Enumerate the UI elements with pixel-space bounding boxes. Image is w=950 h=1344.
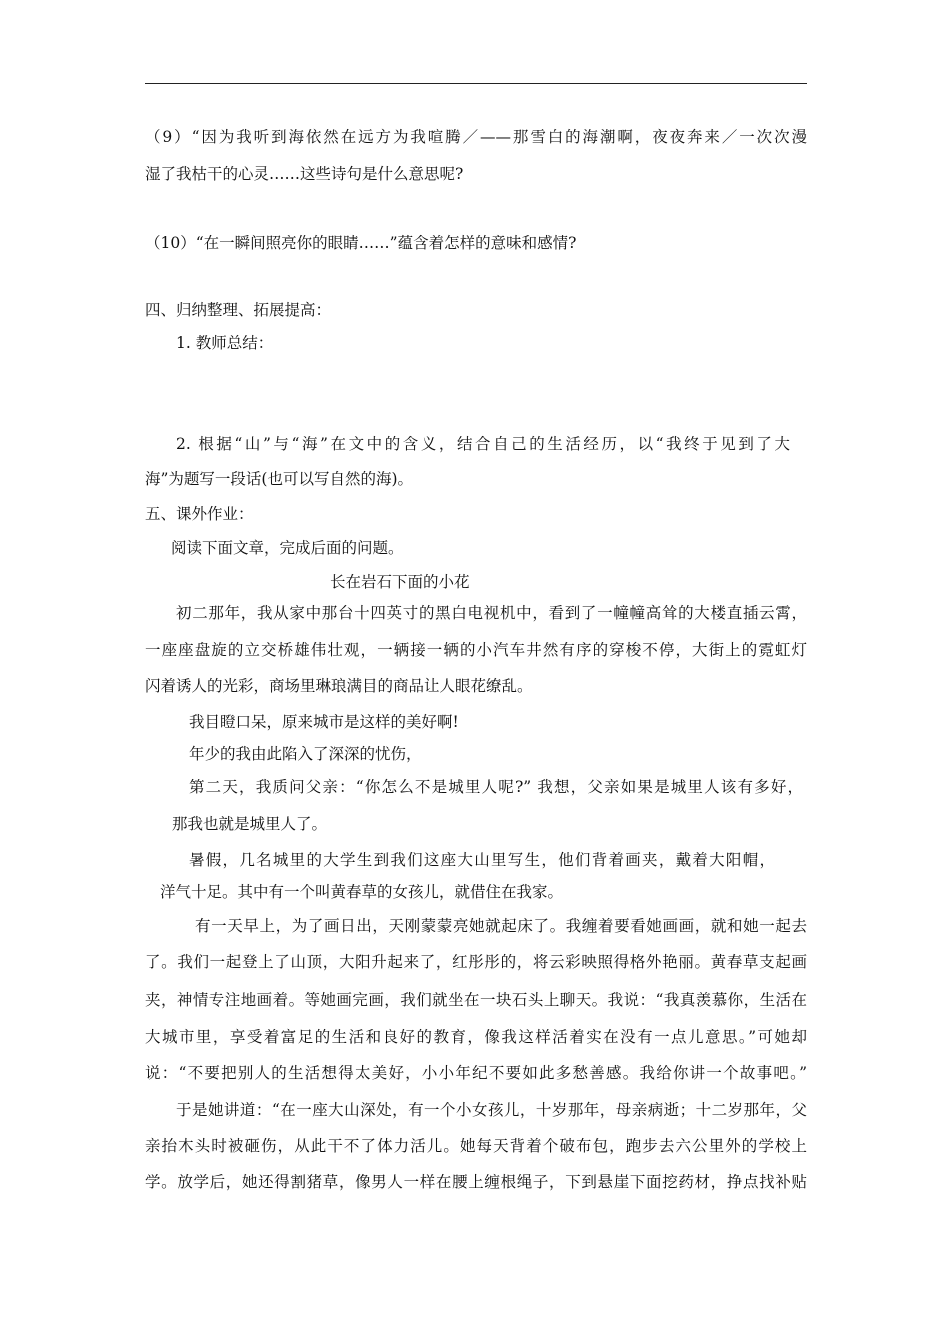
q10-text: （10）“在一瞬间照亮你的眼睛……”蕴含着怎样的意味和感情? <box>145 234 577 252</box>
article-title: 长在岩石下面的小花 <box>330 573 470 591</box>
article-p5-line-1: 暑假，几名城里的大学生到我们这座大山里写生，他们背着画夹，戴着大阳帽， <box>189 851 775 869</box>
article-p4-line-1: 第二天，我质问父亲：“你怎么不是城里人呢?” 我想，父亲如果是城里人该有多好， <box>189 778 803 796</box>
article-p6-line-5: 说：“不要把别人的生活想得太美好，小小年纪不要如此多愁善感。我给你讲一个故事吧。” <box>145 1064 807 1082</box>
section-5-intro: 阅读下面文章，完成后面的问题。 <box>171 539 404 557</box>
article-p6-line-1: 有一天早上，为了画日出，天刚蒙蒙亮她就起床了。我缠着要看她画画，就和她一起去 <box>195 917 807 935</box>
article-p2: 我目瞪口呆，原来城市是这样的美好啊! <box>189 713 459 731</box>
q9-line-2: 湿了我枯干的心灵……这些诗句是什么意思呢? <box>145 165 464 183</box>
article-p7-line-2: 亲抬木头时被砸伤，从此干不了体力活儿。她每天背着个破布包，跑步去六公里外的学校上 <box>145 1137 807 1155</box>
article-p5-line-2: 洋气十足。其中有一个叫黄春草的女孩儿，就借住在我家。 <box>160 883 564 901</box>
article-p1-line-3: 闪着诱人的光彩，商场里琳琅满目的商品让人眼花缭乱。 <box>145 677 533 695</box>
article-p3: 年少的我由此陷入了深深的忧伤， <box>189 745 422 763</box>
article-p6-line-3: 夹，神情专注地画着。等她画完画，我们就坐在一块石头上聊天。我说：“我真羡慕你，生活在 <box>145 991 807 1009</box>
article-p4-line-2: 那我也就是城里人了。 <box>172 815 328 833</box>
header-rule <box>145 83 807 84</box>
section-4-item-1: 1. 教师总结： <box>176 334 274 352</box>
q9-line-1: （9）“因为我听到海依然在远方为我喧腾／——那雪白的海潮啊，夜夜奔来／一次次漫 <box>145 128 807 146</box>
section-4-heading: 四、归纳整理、拓展提高： <box>145 301 332 319</box>
article-p1-line-2: 一座座盘旋的立交桥雄伟壮观，一辆接一辆的小汽车井然有序的穿梭不停，大街上的霓虹灯 <box>145 641 807 659</box>
section-4-item-2-line-1: 2. 根据“山”与“海”在文中的含义，结合自己的生活经历，以“我终于见到了大 <box>176 435 790 453</box>
article-p6-line-4: 大城市里，享受着富足的生活和良好的教育，像我这样活着实在没有一点儿意思。”可她却 <box>145 1028 807 1046</box>
article-p7-line-1: 于是她讲道：“在一座大山深处，有一个小女孩儿，十岁那年，母亲病逝；十二岁那年，父 <box>176 1101 807 1119</box>
article-p1-line-1: 初二那年，我从家中那台十四英寸的黑白电视机中，看到了一幢幢高耸的大楼直插云霄， <box>176 604 807 622</box>
article-p7-line-3: 学。放学后，她还得割猪草，像男人一样在腰上缠根绳子，下到悬崖下面挖药材，挣点找补贴 <box>145 1173 807 1191</box>
section-4-item-2-line-2: 海”为题写一段话(也可以写自然的海)。 <box>145 470 414 488</box>
section-5-heading: 五、课外作业： <box>145 505 254 523</box>
article-p6-line-2: 了。我们一起登上了山顶，大阳升起来了，红彤彤的，将云彩映照得格外艳丽。黄春草支起画 <box>145 953 807 971</box>
